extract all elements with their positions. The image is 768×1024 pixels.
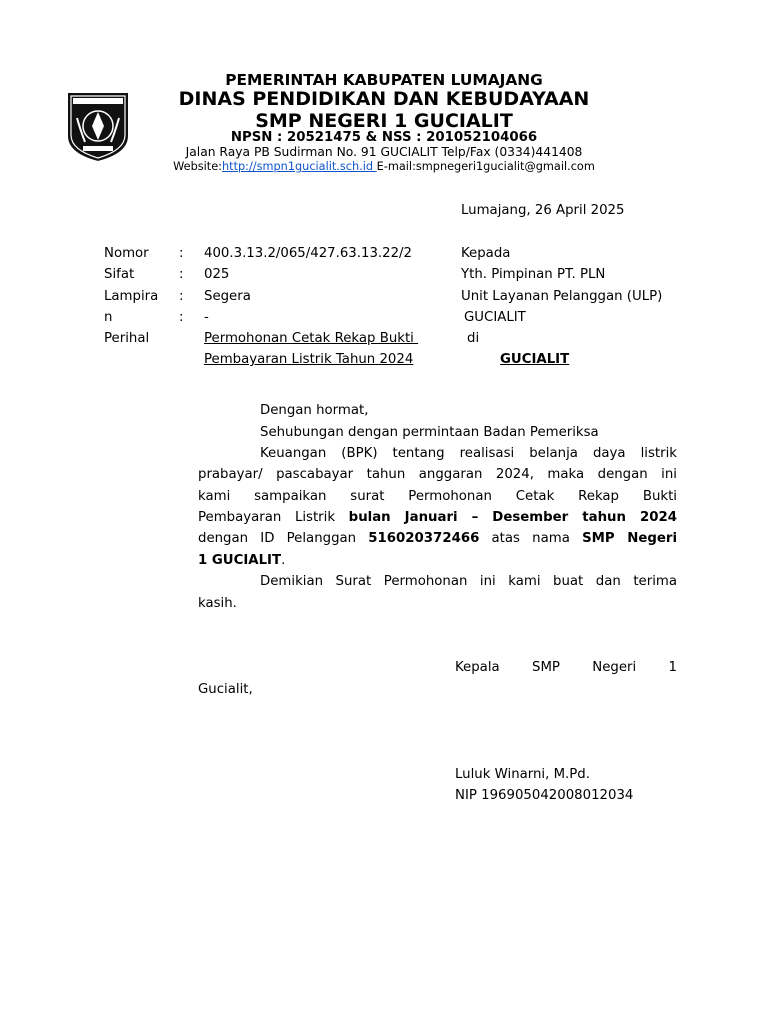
body-p1-line5	[198, 510, 677, 525]
meta-colon: :	[179, 267, 184, 282]
recipient-kepada: Kepada	[461, 246, 511, 261]
meta-perihal-line2: Pembayaran Listrik Tahun 2024	[204, 352, 414, 367]
meta-colon: :	[179, 310, 184, 325]
recipient-unit: Unit Layanan Pelanggan (ULP)	[461, 289, 663, 304]
body-text: Pembayaran Listrik	[198, 510, 349, 525]
customer-name: SMP Negeri	[582, 531, 678, 546]
customer-name-cont: 1 GUCIALIT	[198, 553, 282, 568]
customer-id: 516020372466	[368, 531, 480, 546]
signatory-name: Luluk Winarni, M.Pd.	[455, 767, 590, 782]
body-p2-line2: kasih.	[198, 596, 237, 611]
recipient-yth: Yth. Pimpinan PT. PLN	[461, 267, 606, 282]
body-text: atas nama	[479, 531, 583, 546]
meta-colon: :	[179, 289, 184, 304]
body-p2-line1: Demikian Surat Permohonan ini kami buat dan terima	[260, 574, 677, 589]
body-p1-line3: prabayar/ pascabayar tahun anggaran 2024, maka dengan ini	[198, 467, 677, 482]
letterhead-department: DINAS PENDIDIKAN DAN KEBUDAYAAN	[178, 88, 590, 110]
letterhead-school: SMP NEGERI 1 GUCIALIT	[255, 110, 513, 132]
letterhead-npsn: NPSN : 20521475 & NSS : 201052104066	[230, 130, 538, 145]
meta-label-nomor: Nomor	[104, 246, 149, 261]
body-p1-line1: Sehubungan dengan permintaan Badan Pemeriksa	[260, 425, 599, 440]
recipient-di: di	[467, 331, 480, 346]
body-text: dengan ID Pelanggan	[198, 531, 369, 546]
body-text: .	[281, 553, 286, 568]
body-p1-line2: Keuangan (BPK) tentang realisasi belanja daya listrik	[260, 446, 677, 461]
letterhead-address: Jalan Raya PB Sudirman No. 91 GUCIALIT Telp/Fax (0334)441408	[185, 145, 583, 159]
body-p1-line6	[198, 531, 677, 546]
recipient-city: GUCIALIT	[500, 352, 570, 367]
billing-period: bulan Januari – Desember tahun 2024	[348, 510, 678, 525]
meta-value-sifat: 025	[204, 267, 230, 282]
signature-title: Kepala SMP Negeri 1	[455, 660, 677, 675]
greeting: Dengan hormat,	[260, 403, 369, 418]
meta-value-dash: -	[204, 310, 209, 325]
meta-label-lampiran-cont: n	[104, 310, 113, 325]
website-link[interactable]: http://smpn1gucialit.sch.id	[221, 160, 377, 173]
meta-label-perihal: Perihal	[104, 331, 150, 346]
email-text: E-mail:smpnegeri1gucialit@gmail.com	[376, 160, 595, 173]
meta-label-sifat: Sifat	[104, 267, 135, 282]
meta-colon: :	[179, 246, 184, 261]
letterhead-government: PEMERINTAH KABUPATEN LUMAJANG	[225, 71, 543, 89]
body-p1-line4: kami sampaikan surat Permohonan Cetak Rekap Bukti	[198, 489, 677, 504]
signatory-nip: NIP 196905042008012034	[455, 788, 634, 803]
meta-value-nomor: 400.3.13.2/065/427.63.13.22/2	[204, 246, 412, 261]
meta-label-lampiran: Lampira	[104, 289, 159, 304]
meta-perihal-line1: Permohonan Cetak Rekap Bukti	[204, 331, 419, 346]
signature-title-cont: Gucialit,	[198, 682, 253, 697]
meta-value-segera: Segera	[204, 289, 251, 304]
body-p1-line7	[198, 553, 285, 568]
letterhead-contact	[0, 160, 768, 173]
letter-date: Lumajang, 26 April 2025	[461, 203, 625, 218]
website-label: Website:	[173, 160, 222, 173]
recipient-gucialit: GUCIALIT	[464, 310, 526, 325]
